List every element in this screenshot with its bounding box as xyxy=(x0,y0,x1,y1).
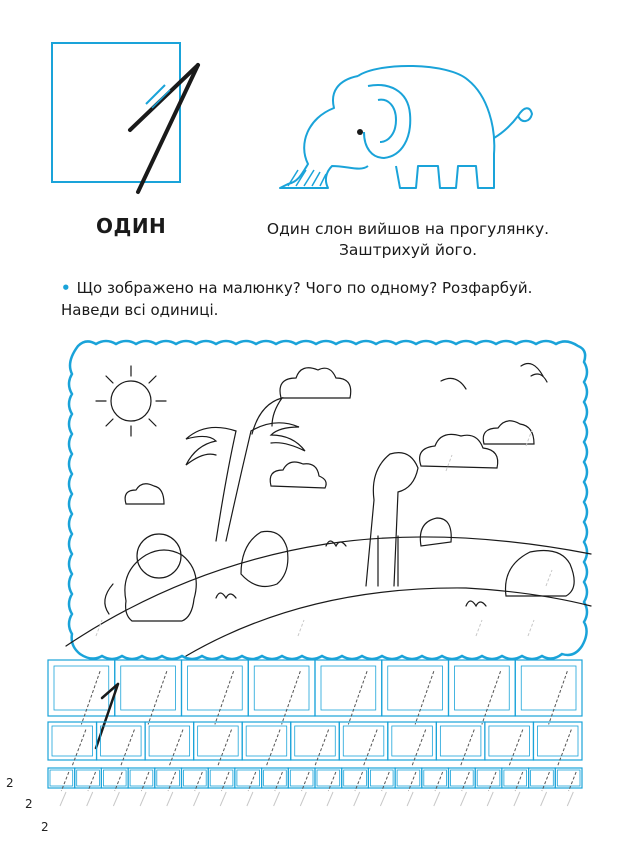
bottom-guide-slash xyxy=(541,792,547,806)
bottom-guide-slash xyxy=(220,792,226,806)
medium-cell[interactable] xyxy=(48,722,97,760)
medium-cells-row xyxy=(48,722,582,766)
small-cell[interactable] xyxy=(422,768,449,788)
small-cell[interactable] xyxy=(262,768,289,788)
medium-inner-cell xyxy=(489,726,530,756)
large-cell[interactable] xyxy=(315,660,382,716)
small-cell[interactable] xyxy=(182,768,209,788)
large-cell[interactable] xyxy=(248,660,315,716)
bottom-guide-slash xyxy=(300,792,306,806)
small-inner-cell xyxy=(237,770,260,786)
small-cell[interactable] xyxy=(208,768,235,788)
medium-cell[interactable] xyxy=(339,722,388,760)
medium-cell[interactable] xyxy=(533,722,582,760)
large-cell[interactable] xyxy=(48,660,115,716)
small-inner-cell xyxy=(451,770,474,786)
small-inner-cell xyxy=(210,770,233,786)
large-cells-row xyxy=(48,660,582,748)
medium-inner-cell xyxy=(537,726,578,756)
large-cell[interactable] xyxy=(182,660,249,716)
bottom-guide-slash xyxy=(327,792,333,806)
small-inner-cell xyxy=(50,770,73,786)
medium-cell[interactable] xyxy=(145,722,194,760)
medium-inner-cell xyxy=(149,726,190,756)
medium-inner-cell xyxy=(440,726,481,756)
large-inner-cell xyxy=(521,666,576,710)
medium-cell[interactable] xyxy=(291,722,340,760)
page-number-1: 2 xyxy=(6,776,14,790)
small-cell[interactable] xyxy=(101,768,128,788)
small-cells-row xyxy=(48,768,582,806)
small-inner-cell xyxy=(397,770,420,786)
small-inner-cell xyxy=(504,770,527,786)
small-cell[interactable] xyxy=(475,768,502,788)
large-inner-cell xyxy=(188,666,243,710)
small-inner-cell xyxy=(317,770,340,786)
large-inner-cell xyxy=(321,666,376,710)
bottom-guide-slash xyxy=(247,792,253,806)
medium-inner-cell xyxy=(198,726,239,756)
bottom-guide-slash xyxy=(194,792,200,806)
small-inner-cell xyxy=(557,770,580,786)
large-cell[interactable] xyxy=(449,660,516,716)
small-cell[interactable] xyxy=(235,768,262,788)
large-cell[interactable] xyxy=(115,660,182,716)
medium-inner-cell xyxy=(343,726,384,756)
small-cell[interactable] xyxy=(555,768,582,788)
bottom-guide-slash xyxy=(567,792,573,806)
small-cell[interactable] xyxy=(342,768,369,788)
small-inner-cell xyxy=(77,770,100,786)
small-inner-cell xyxy=(290,770,313,786)
small-inner-cell xyxy=(477,770,500,786)
small-cell[interactable] xyxy=(449,768,476,788)
medium-cell[interactable] xyxy=(388,722,437,760)
small-cell[interactable] xyxy=(529,768,556,788)
medium-cell[interactable] xyxy=(436,722,485,760)
small-cell[interactable] xyxy=(75,768,102,788)
medium-inner-cell xyxy=(52,726,93,756)
large-cell[interactable] xyxy=(515,660,582,716)
bottom-guide-slash xyxy=(487,792,493,806)
small-cell[interactable] xyxy=(315,768,342,788)
medium-inner-cell xyxy=(101,726,142,756)
large-inner-cell xyxy=(54,666,109,710)
small-cell[interactable] xyxy=(155,768,182,788)
large-inner-cell xyxy=(455,666,510,710)
bottom-guide-slash xyxy=(407,792,413,806)
task-text: Що зображено на малюнку? Чого по одному? Розфарбуй. Наведи всі одиниці. xyxy=(61,279,533,319)
bottom-guide-slash xyxy=(140,792,146,806)
medium-cell[interactable] xyxy=(485,722,534,760)
medium-cell[interactable] xyxy=(242,722,291,760)
bottom-guide-slash xyxy=(167,792,173,806)
large-cell[interactable] xyxy=(382,660,449,716)
bottom-guide-slash xyxy=(380,792,386,806)
bottom-guide-slash xyxy=(113,792,119,806)
small-cell[interactable] xyxy=(48,768,75,788)
small-cell[interactable] xyxy=(368,768,395,788)
caption-line-1: Один слон вийшов на прогулянку. xyxy=(266,220,550,238)
bottom-guide-slash xyxy=(434,792,440,806)
large-inner-cell xyxy=(388,666,443,710)
medium-cell[interactable] xyxy=(194,722,243,760)
small-inner-cell xyxy=(424,770,447,786)
small-cell[interactable] xyxy=(128,768,155,788)
small-cell[interactable] xyxy=(395,768,422,788)
page-number-2: 2 xyxy=(25,797,33,811)
small-inner-cell xyxy=(130,770,153,786)
small-cell[interactable] xyxy=(502,768,529,788)
medium-inner-cell xyxy=(392,726,433,756)
bottom-guide-slash xyxy=(514,792,520,806)
bottom-guide-slash xyxy=(274,792,280,806)
small-inner-cell xyxy=(264,770,287,786)
bottom-guide-slash xyxy=(354,792,360,806)
large-inner-cell xyxy=(254,666,309,710)
medium-inner-cell xyxy=(295,726,336,756)
bottom-guide-slash xyxy=(60,792,66,806)
small-inner-cell xyxy=(103,770,126,786)
bottom-guide-slash xyxy=(461,792,467,806)
medium-inner-cell xyxy=(246,726,287,756)
task-bullet: • xyxy=(61,279,71,297)
page-number-3: 2 xyxy=(41,820,49,834)
small-inner-cell xyxy=(157,770,180,786)
small-cell[interactable] xyxy=(288,768,315,788)
caption-line-2: Заштрихуй його. xyxy=(338,241,478,259)
small-inner-cell xyxy=(344,770,367,786)
number-word: ОДИН xyxy=(96,214,167,238)
large-inner-cell xyxy=(121,666,176,710)
bottom-guide-slash xyxy=(87,792,93,806)
small-inner-cell xyxy=(184,770,207,786)
small-inner-cell xyxy=(370,770,393,786)
small-inner-cell xyxy=(531,770,554,786)
